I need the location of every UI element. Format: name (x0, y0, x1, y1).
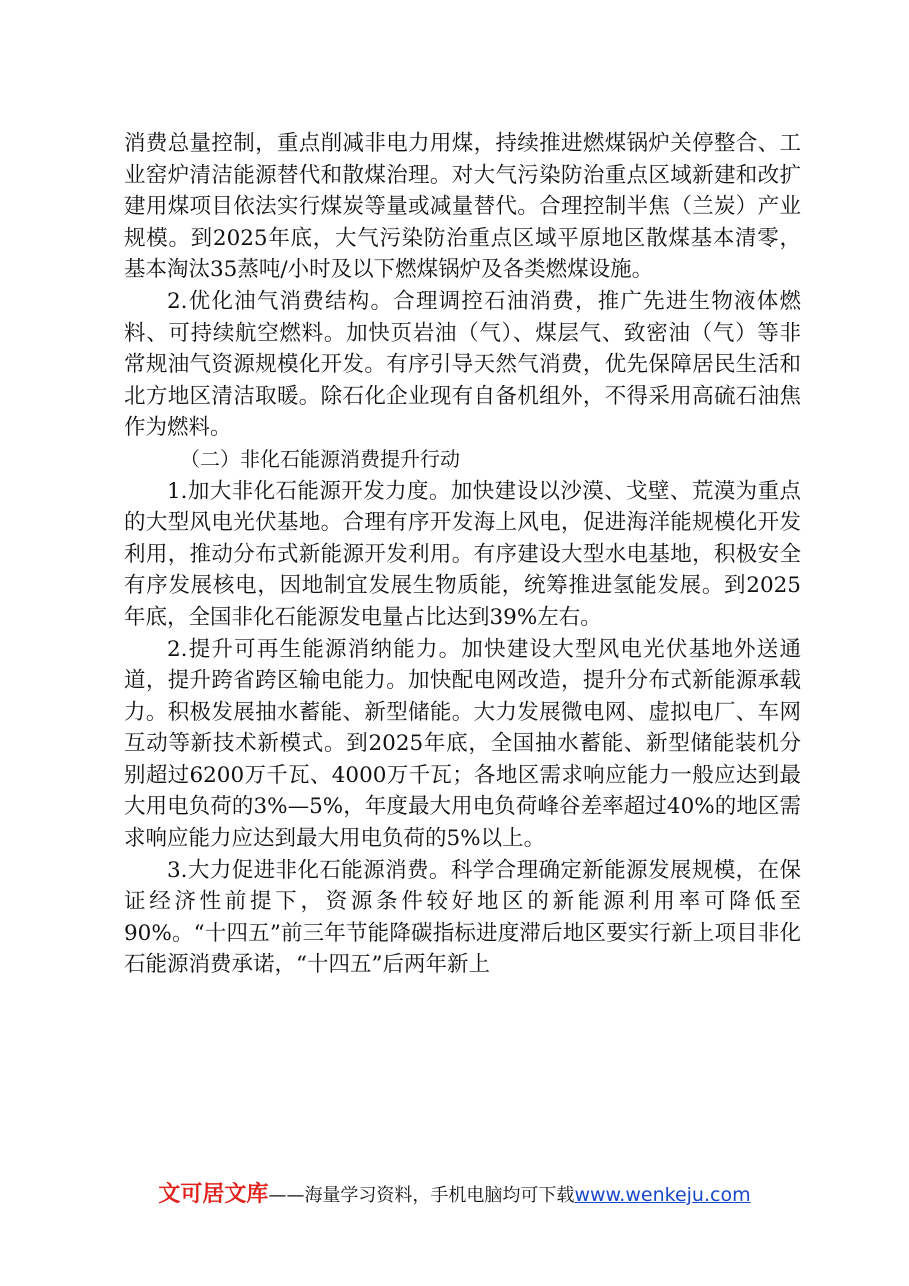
footer-tagline: 海量学习资料，手机电脑均可下载 (304, 1185, 575, 1206)
footer-brand: 文可居文库 (158, 1182, 269, 1207)
paragraph-renewable-absorption: 2.提升可再生能源消纳能力。加快建设大型风电光伏基地外送通道，提升跨省跨区输电能力。加快配电网改造，提升分布式新能源承载力。积极发展抽水蓄能、新型储能。大力发展微电网、虚拟电厂、车网互动等新技术新模式。到2025年底，全国抽水蓄能、新型储能装机分别超过6200万千瓦、4000万千瓦；各地区需求响应能力一般应达到最大用电负荷的3%—5%，年度最大用电负荷峰谷差率超过40%的地区需求响应能力应达到最大用电负荷的5%以上。 (124, 636, 801, 852)
document-body (124, 128, 801, 981)
section-heading: （二）非化石能源消费提升行动 (180, 446, 460, 471)
footer-dash: —— (268, 1185, 305, 1206)
paragraph-non-fossil-consumption: 3.大力促进非化石能源消费。科学合理确定新能源发展规模，在保证经济性前提下，资源条件较好地区的新能源利用率可降低至90%。“十四五”前三年节能降碳指标进度滞后地区要实行新上项目非化石能源消费承诺，“十四五”后两年新上 (124, 857, 801, 978)
paragraph-continuation: 消费总量控制，重点削减非电力用煤，持续推进燃煤锅炉关停整合、工业窑炉清洁能源替代和散煤治理。对大气污染防治重点区域新建和改扩建用煤项目依法实行煤炭等量或减量替代。合理控制半焦（兰炭）产业规模。到2025年底，大气污染防治重点区域平原地区散煤基本清零，基本淘汰35蒸吨/小时及以下燃煤锅炉及各类燃煤设施。 (124, 131, 801, 283)
footer-banner (0, 1180, 909, 1211)
footer-website-link[interactable]: www.wenkeju.com (574, 1184, 751, 1206)
paragraph-oil-gas: 2.优化油气消费结构。合理调控石油消费，推广先进生物液体燃料、可持续航空燃料。加快页岩油（气）、煤层气、致密油（气）等非常规油气资源规模化开发。有序引导天然气消费，优先保障居民生活和北方地区清洁取暖。除石化企业现有自备机组外，不得采用高硫石油焦作为燃料。 (124, 288, 801, 441)
paragraph-non-fossil-development: 1.加大非化石能源开发力度。加快建设以沙漠、戈壁、荒漠为重点的大型风电光伏基地。合理有序开发海上风电，促进海洋能规模化开发利用，推动分布式新能源开发利用。有序建设大型水电基地，积极安全有序发展核电，因地制宜发展生物质能，统筹推进氢能发展。到2025年底，全国非化石能源发电量占比达到39%左右。 (124, 478, 801, 630)
